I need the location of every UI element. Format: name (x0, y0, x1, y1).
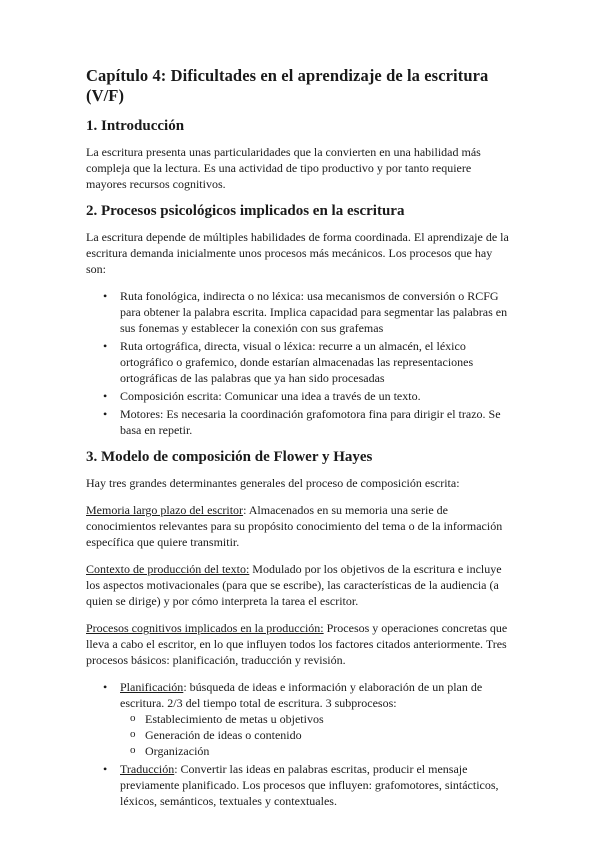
text-traduccion: : Convertir las ideas en palabras escritas, producir el mensaje previamente planificado. Los procesos que influyen: grafomotores, sintácticos, léxicos, semánticos, textuales y contextuales. (120, 762, 499, 808)
list-item: • Ruta fonológica, indirecta o no léxica: usa mecanismos de conversión o RCFG para obtener la palabra escrita. Implica capacidad para segmentar las palabras en sus fonemas y establecer la conexión con sus grafemas (120, 288, 514, 336)
text-contexto: Modulado por los objetivos de la escritura e incluye los aspectos motivacionales (para que se escribe), las características de la audiencia (a quien se dirige) y por cómo interpreta la tarea el escritor. (86, 562, 502, 608)
procesos-cognitivos-list (86, 679, 514, 809)
list-item-traduccion (120, 761, 514, 809)
list-item-planificacion (120, 679, 514, 759)
list-item: • Ruta ortográfica, directa, visual o léxica: recurre a un almacén, el léxico ortográfico o grafemico, donde estarían almacenadas las representaciones ortográficas de las palabras que ya han sido procesadas (120, 338, 514, 386)
term-procesos: Procesos cognitivos implicados en la producción: (86, 621, 324, 635)
list-item: • Motores: Es necesaria la coordinación grafomotora fina para dirigir el trazo. Se basa en repetir. (120, 406, 514, 438)
sub-list-item: o Generación de ideas o contenido (145, 727, 514, 743)
term-planificacion: Planificación (120, 680, 184, 694)
text-procesos: Procesos y operaciones concretas que lleva a cabo el escritor, en lo que influyen todos los factores citados anteriormente. Tres procesos básicos: planificación, traducción y revisión. (86, 621, 508, 667)
procesos-paragraph: La escritura depende de múltiples habilidades de forma coordinada. El aprendizaje de la escritura demanda inicialmente unos procesos más mecánicos. Los procesos que hay son: (86, 230, 509, 276)
determinantes-intro: Hay tres grandes determinantes generales del proceso de composición escrita: (86, 476, 460, 490)
sub-list-item: o Organización (145, 743, 514, 759)
determinante-memoria (86, 502, 514, 550)
determinante-contexto (86, 561, 514, 609)
subprocesos-list (120, 711, 514, 759)
intro-paragraph: La escritura presenta unas particularidades que la convierten en una habilidad más compleja que la lectura. Es una actividad de tipo productivo y por tanto requiere mayores recursos cognitivos. (86, 145, 481, 191)
determinante-procesos (86, 620, 514, 668)
term-memoria: Memoria largo plazo del escritor (86, 503, 244, 517)
chapter-title: Capítulo 4: Dificultades en el aprendizaje de la escritura (V/F) (86, 66, 489, 105)
term-contexto: Contexto de producción del texto: (86, 562, 250, 576)
sub-list-item: o Establecimiento de metas u objetivos (145, 711, 514, 727)
section-heading-introduccion: 1. Introducción (86, 118, 185, 134)
section-heading-flower-hayes: 3. Modelo de composición de Flower y Hayes (86, 449, 373, 465)
text-memoria: : Almacenados en su memoria una serie de conocimientos relevantes para su propósito conocimiento del tema o de la información específica que quiere transmitir. (86, 503, 503, 549)
list-item: • Composición escrita: Comunicar una idea a través de un texto. (120, 388, 514, 404)
text-planificacion: : búsqueda de ideas e información y elaboración de un plan de escritura. 2/3 del tiempo total de escritura. 3 subprocesos: (120, 680, 483, 710)
term-traduccion: Traducción (120, 762, 175, 776)
procesos-list (86, 288, 514, 438)
section-heading-procesos: 2. Procesos psicológicos implicados en la escritura (86, 203, 405, 219)
